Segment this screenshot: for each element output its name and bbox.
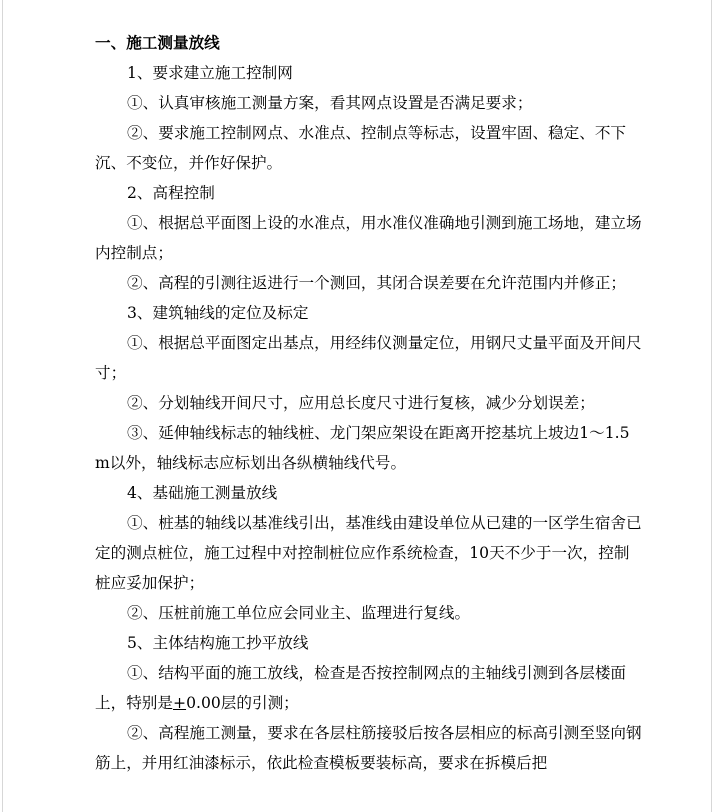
- subsection-heading: 3、建筑轴线的定位及标定: [127, 304, 309, 322]
- paragraph: ①、桩基的轴线以基准线引出，基准线由建设单位从已建的一区学生宿舍已定的测点桩位，施工过程中对控制桩位应作系统检查，10天不少于一次，控制桩应妥加保护；: [95, 514, 642, 592]
- subsection-heading: 2、高程控制: [127, 184, 215, 202]
- page-left-edge: [2, 0, 3, 812]
- paragraph: ②、要求施工控制网点、水准点、控制点等标志，设置牢固、稳定、不下沉、不变位，并作好保护。: [95, 124, 627, 172]
- paragraph: ①、根据总平面图定出基点，用经纬仪测量定位，用钢尺丈量平面及开间尺寸；: [95, 334, 642, 382]
- paragraph: ②、分划轴线开间尺寸，应用总长度尺寸进行复核，减少分划误差；: [127, 394, 595, 412]
- subsection-heading: 5、主体结构施工抄平放线: [127, 634, 309, 652]
- subsection-heading: 4、基础施工测量放线: [127, 484, 278, 502]
- paragraph-text: 0.00层的引测；: [186, 694, 299, 712]
- subsection-heading: 1、要求建立施工控制网: [127, 64, 293, 82]
- paragraph: ②、高程的引测往返进行一个测回，其闭合误差要在允许范围内并修正；: [127, 274, 627, 292]
- section-heading: 一、施工测量放线: [95, 34, 220, 52]
- paragraph: ①、认真审核施工测量方案，看其网点设置是否满足要求；: [127, 94, 533, 112]
- page-right-edge: [711, 0, 712, 812]
- paragraph-text: ①、结构平面的施工放线，检查是否按控制网点的主轴线引测到各层楼面上，特别是: [95, 664, 627, 712]
- paragraph: ①、根据总平面图上设的水准点，用水准仪准确地引测到施工场地，建立场内控制点；: [95, 214, 642, 262]
- paragraph: ②、压桩前施工单位应会同业主、监理进行复线。: [127, 604, 471, 622]
- plus-minus-sign: +: [172, 694, 187, 712]
- document-body: [95, 28, 643, 778]
- paragraph: ②、高程施工测量，要求在各层柱筋接驳后按各层相应的标高引测至竖向钢筋上，并用红油漆标示，依此检查模板要装标高，要求在拆模后把: [95, 724, 642, 772]
- paragraph: ③、延伸轴线标志的轴线桩、龙门架应架设在距离开挖基坑上坡边1～1.5m以外，轴线标志应标划出各纵横轴线代号。: [95, 424, 630, 472]
- paragraph: [95, 658, 643, 718]
